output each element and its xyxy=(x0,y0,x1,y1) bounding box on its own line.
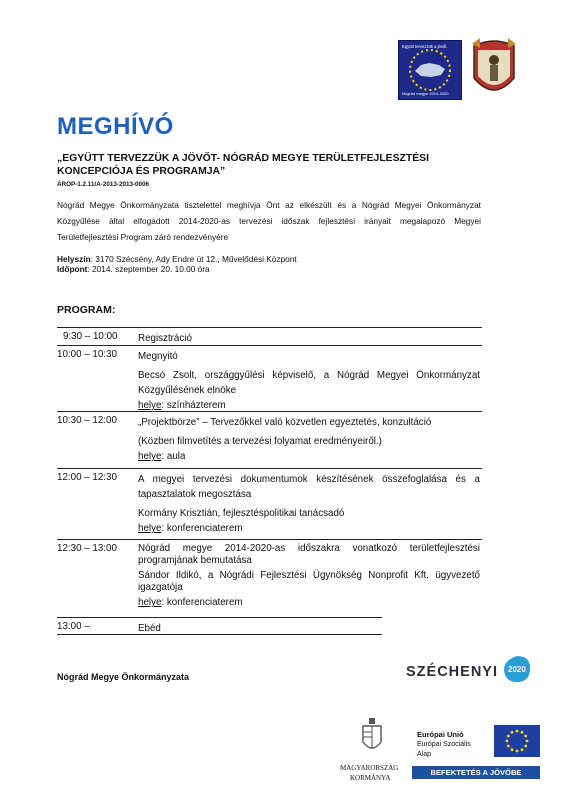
program-time: 10:30 – 12:00 xyxy=(57,415,117,426)
program-time: 12:30 – 13:00 xyxy=(57,543,117,554)
date-value: : 2014. szeptember 20. 10.00 óra xyxy=(87,264,210,274)
program-title: Ebéd xyxy=(138,623,161,634)
table-divider xyxy=(57,634,382,635)
date-label: Időpont xyxy=(57,264,88,274)
program-title: „Projektbörze” – Tervezőkkel való közvetlen egyeztetés, konzultáció xyxy=(138,417,432,428)
program-row xyxy=(57,617,482,635)
program-title: A megyei tervezési dokumentumok készítésének összefoglalása és a tapasztalatok megosztása xyxy=(138,474,480,500)
eu-regional-logo-top-text: Együtt tervezzük a jövőt xyxy=(402,44,447,49)
eu-fund-label: Európai Szociális xyxy=(417,741,471,748)
program-time: 10:00 – 10:30 xyxy=(57,349,117,360)
venue-label: Helyszín xyxy=(57,254,91,264)
szechenyi-year: 2020 xyxy=(508,665,526,674)
program-row xyxy=(57,327,482,345)
szechenyi-logo-text: SZÉCHENYI xyxy=(406,664,498,680)
program-title: Megnyitó xyxy=(138,351,178,362)
place-value: : konferenciaterem xyxy=(161,523,243,534)
event-subtitle: „EGYÜTT TERVEZZÜK A JÖVŐT- NÓGRÁD MEGYE TERÜLETFEJLESZTÉSI KONCEPCIÓJA ÉS PROGRAMJA” xyxy=(57,153,429,177)
coat-of-arms-icon xyxy=(468,38,520,100)
hungarian-coat-of-arms-icon xyxy=(361,718,383,756)
eu-label: Európai Unió xyxy=(417,730,464,739)
program-row xyxy=(57,345,482,417)
venue-value: : 3170 Szécsény, Ady Endre út 12., Művelődési Központ xyxy=(90,254,297,264)
program-row xyxy=(57,539,482,617)
program-speaker: Sándor Ildikó, a Nógrádi Fejlesztési Ügynökség Nonprofit Kft. ügyvezető igazgatója xyxy=(138,570,480,593)
eu-slogan-bar: BEFEKTETÉS A JÖVŐBE xyxy=(412,766,540,779)
program-place xyxy=(138,595,480,610)
government-name-line1: MAGYARORSZÁG xyxy=(340,764,399,772)
place-label: helye xyxy=(138,451,162,462)
program-row xyxy=(57,468,482,539)
place-value: : konferenciaterem xyxy=(161,597,243,608)
page-title: MEGHÍVÓ xyxy=(57,113,174,140)
place-label: helye xyxy=(138,597,162,608)
organizer-name: Nógrád Megye Önkormányzata xyxy=(57,672,190,682)
date-line xyxy=(57,264,210,274)
place-label: helye xyxy=(138,400,162,411)
eu-flag-icon xyxy=(494,725,540,757)
program-heading: PROGRAM: xyxy=(57,304,116,316)
program-time: 12:00 – 12:30 xyxy=(57,472,117,483)
program-row xyxy=(57,411,482,467)
program-title: Regisztráció xyxy=(138,333,192,344)
venue-line xyxy=(57,254,297,264)
place-label: helye xyxy=(138,523,162,534)
program-note: (Közben filmvetítés a tervezési folyamat eredményeiről.) xyxy=(138,436,382,447)
program-time: 13:00 – xyxy=(57,621,90,632)
szechenyi-2020-badge xyxy=(502,654,532,684)
program-speaker: Kormány Krisztián, fejlesztéspolitikai tanácsadó xyxy=(138,508,345,519)
project-reference: ÁROP-1.2.11/A-2013-2013-0006 xyxy=(57,181,150,188)
place-value: : aula xyxy=(161,451,186,462)
government-name-line2: KORMÁNYA xyxy=(350,774,391,782)
program-title: Nógrád megye 2014-2020-as időszakra vonatkozó területfejlesztési programjának bemutatása xyxy=(138,543,480,566)
program-speaker: Becsó Zsolt, országgyűlési képviselő, a Nógrád Megyei Önkormányzat Közgyűlésének elnöke xyxy=(138,370,480,396)
eu-fund-label-2: Alap xyxy=(417,751,432,758)
program-time: 9:30 – 10:00 xyxy=(63,331,118,342)
eu-regional-logo-bottom-text: Nógrád megye 2014-2020 xyxy=(402,91,449,96)
place-value: : színházterem xyxy=(161,400,226,411)
invitation-text: Nógrád Megye Önkormányzata tisztelettel meghívja Önt az elkészült és a Nógrád Megyei Önkormányzat Közgyűlése által elfogadott 2014-2020-as tervezési időszak fejlesztési irányait megalapozó Megyei Területfejlesztési Program záró rendezvényére xyxy=(57,200,481,242)
program-place xyxy=(138,449,480,464)
program-place xyxy=(138,521,480,536)
eu-regional-logo xyxy=(398,40,462,100)
